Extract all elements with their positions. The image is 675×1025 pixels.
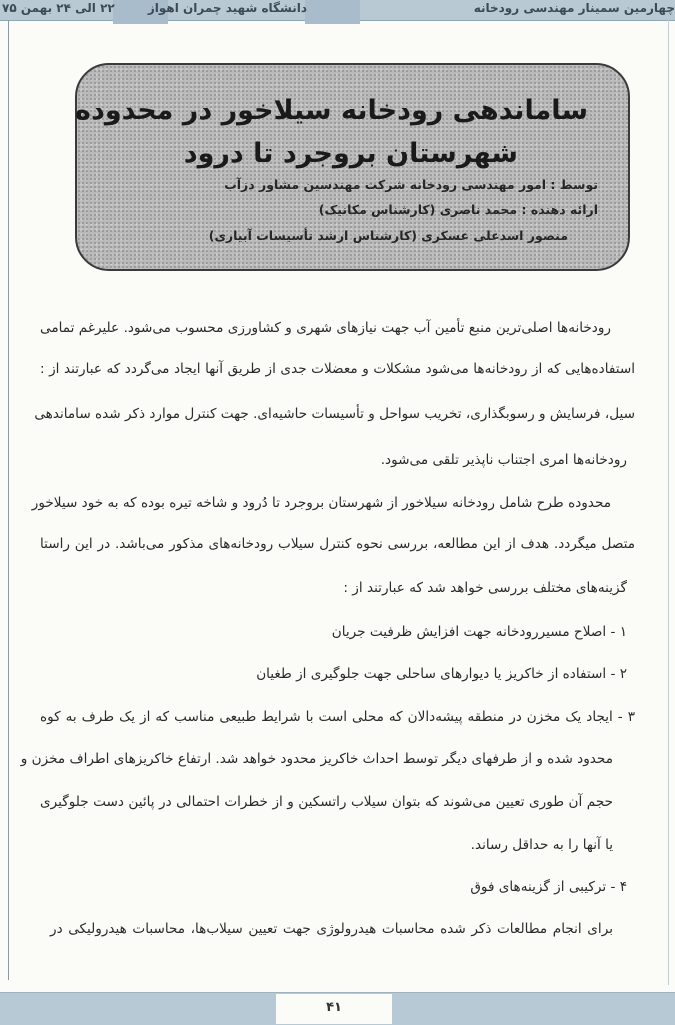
body-line: محدوده طرح شامل رودخانه سیلاخور از شهرستان بروجرد تا دُرود و شاخه تیره بوده که به خود سیلاخور — [31, 495, 611, 511]
body-line: حجم آن طوری تعیین می‌شوند که بتوان سیلاب راتسکین و از خطرات احتمالی در پائین دست جلوگیری — [40, 794, 613, 810]
body-line: رودخانه‌ها اصلی‌ترین منبع تأمین آب جهت نیازهای شهری و کشاورزی محسوب می‌شود. علیرغم تمامی — [40, 320, 611, 336]
authors-by: توسط : امور مهندسی رودخانه شرکت مهندسین مشاور دزآب — [224, 177, 598, 192]
list-item: ۱ - اصلاح مسیررودخانه جهت افزایش ظرفیت جریان — [331, 624, 627, 640]
presenter-1: ارائه دهنده : محمد ناصری (کارشناس مکانیک) — [318, 202, 598, 217]
header-shade — [305, 0, 360, 24]
title-line-2: شهرستان بروجرد تا درود — [183, 138, 518, 169]
title-box — [75, 63, 630, 271]
page-border-right — [668, 20, 669, 985]
body-line: سیل، فرسایش و رسوبگذاری، تخریب سواحل و تأسیسات حاشیه‌ای. جهت کنترل موارد ذکر شده ساماندهی — [34, 406, 635, 422]
page-number: ۴۱ — [276, 994, 392, 1024]
header-date: ۲۲ الی ۲۴ بهمن ۷۵ — [2, 1, 115, 15]
header-seminar: چهارمین سمینار مهندسی رودخانه — [473, 1, 675, 15]
list-item: ۲ - استفاده از خاکریز یا دیوارهای ساحلی جهت جلوگیری از طغیان — [256, 666, 627, 682]
list-item: ۳ - ایجاد یک مخزن در منطقه پیشه‌دالان که محلی است با شرایط طبیعی مناسب که از یک طرف به کوه — [40, 709, 635, 725]
title-line-1: ساماندهی رودخانه سیلاخور در محدوده — [75, 95, 588, 126]
header-university: دانشگاه شهید چمران اهواز — [147, 1, 307, 15]
body-line: محدود شده و از طرفهای دیگر توسط احداث خاکریز محدود خواهد شد. ارتفاع خاکریزهای اطراف مخزن و — [20, 751, 613, 767]
list-item: ۴ - ترکیبی از گزینه‌های فوق — [470, 879, 627, 895]
page-border-left — [8, 20, 9, 980]
body-line: رودخانه‌ها امری اجتناب ناپذیر تلقی می‌شود. — [380, 452, 627, 468]
body-line: برای انجام مطالعات ذکر شده محاسبات هیدرولوژی جهت تعیین سیلاب‌ها، محاسبات هیدرولیکی در — [50, 921, 613, 937]
body-line: متصل میگردد. هدف از این مطالعه، بررسی نحوه کنترل سیلاب رودخانه‌های مذکور می‌باشد. در این راستا — [40, 536, 635, 552]
presenter-2: منصور اسدعلی عسکری (کارشناس ارشد تأسیسات آبیاری) — [208, 228, 568, 243]
body-line: استفاده‌هایی که از رودخانه‌ها می‌شود مشکلات و معضلات جدی از طریق آنها ایجاد می‌گردد که عبارتند از : — [40, 361, 635, 377]
running-header — [0, 0, 675, 21]
body-line: یا آنها را به حداقل رساند. — [470, 837, 613, 853]
body-line: گزینه‌های مختلف بررسی خواهد شد که عبارتند از : — [343, 580, 627, 596]
